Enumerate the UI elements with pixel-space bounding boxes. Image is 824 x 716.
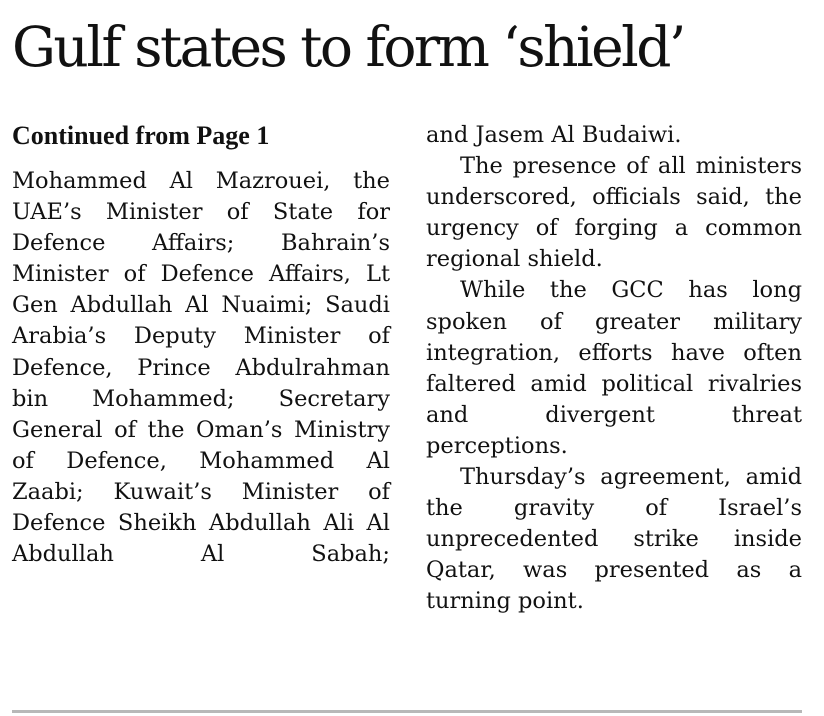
- body-paragraph: Mohammed Al Mazrouei, the UAE’s Minister of State for Defence Affairs; Bahrain’s Minister of Defence Affairs, Lt Gen Abdullah Al Nuaimi; Saudi Arabia’s Deputy Minister of Defence, Prince Abdulrahman bin Mohammed; Secretary General of the Oman’s Ministry of Defence, Mohammed Al Zaabi; Kuwait’s Minister of Defence Sheikh Abdullah Ali Al Abdullah Al Sabah;: [12, 168, 390, 568]
- body-paragraph: and Jasem Al Budaiwi.: [426, 122, 682, 148]
- continued-label: Continued from Page 1: [12, 121, 270, 150]
- body-paragraph: While the GCC has long spoken of greater military integration, efforts have often faltered amid political rivalries and divergent threat perceptions.: [426, 277, 802, 459]
- body-paragraph: Thursday’s agreement, amid the gravity of Israel’s unprecedented strike inside Qatar, was presented as a turning point.: [426, 464, 802, 615]
- body-paragraph: The presence of all ministers underscored, officials said, the urgency of forging a common regional shield.: [426, 153, 802, 273]
- headline: Gulf states to form ‘shield’: [12, 15, 684, 79]
- article-column-right: [426, 120, 802, 618]
- article-column-left: [12, 120, 390, 570]
- bottom-rule: [12, 710, 802, 713]
